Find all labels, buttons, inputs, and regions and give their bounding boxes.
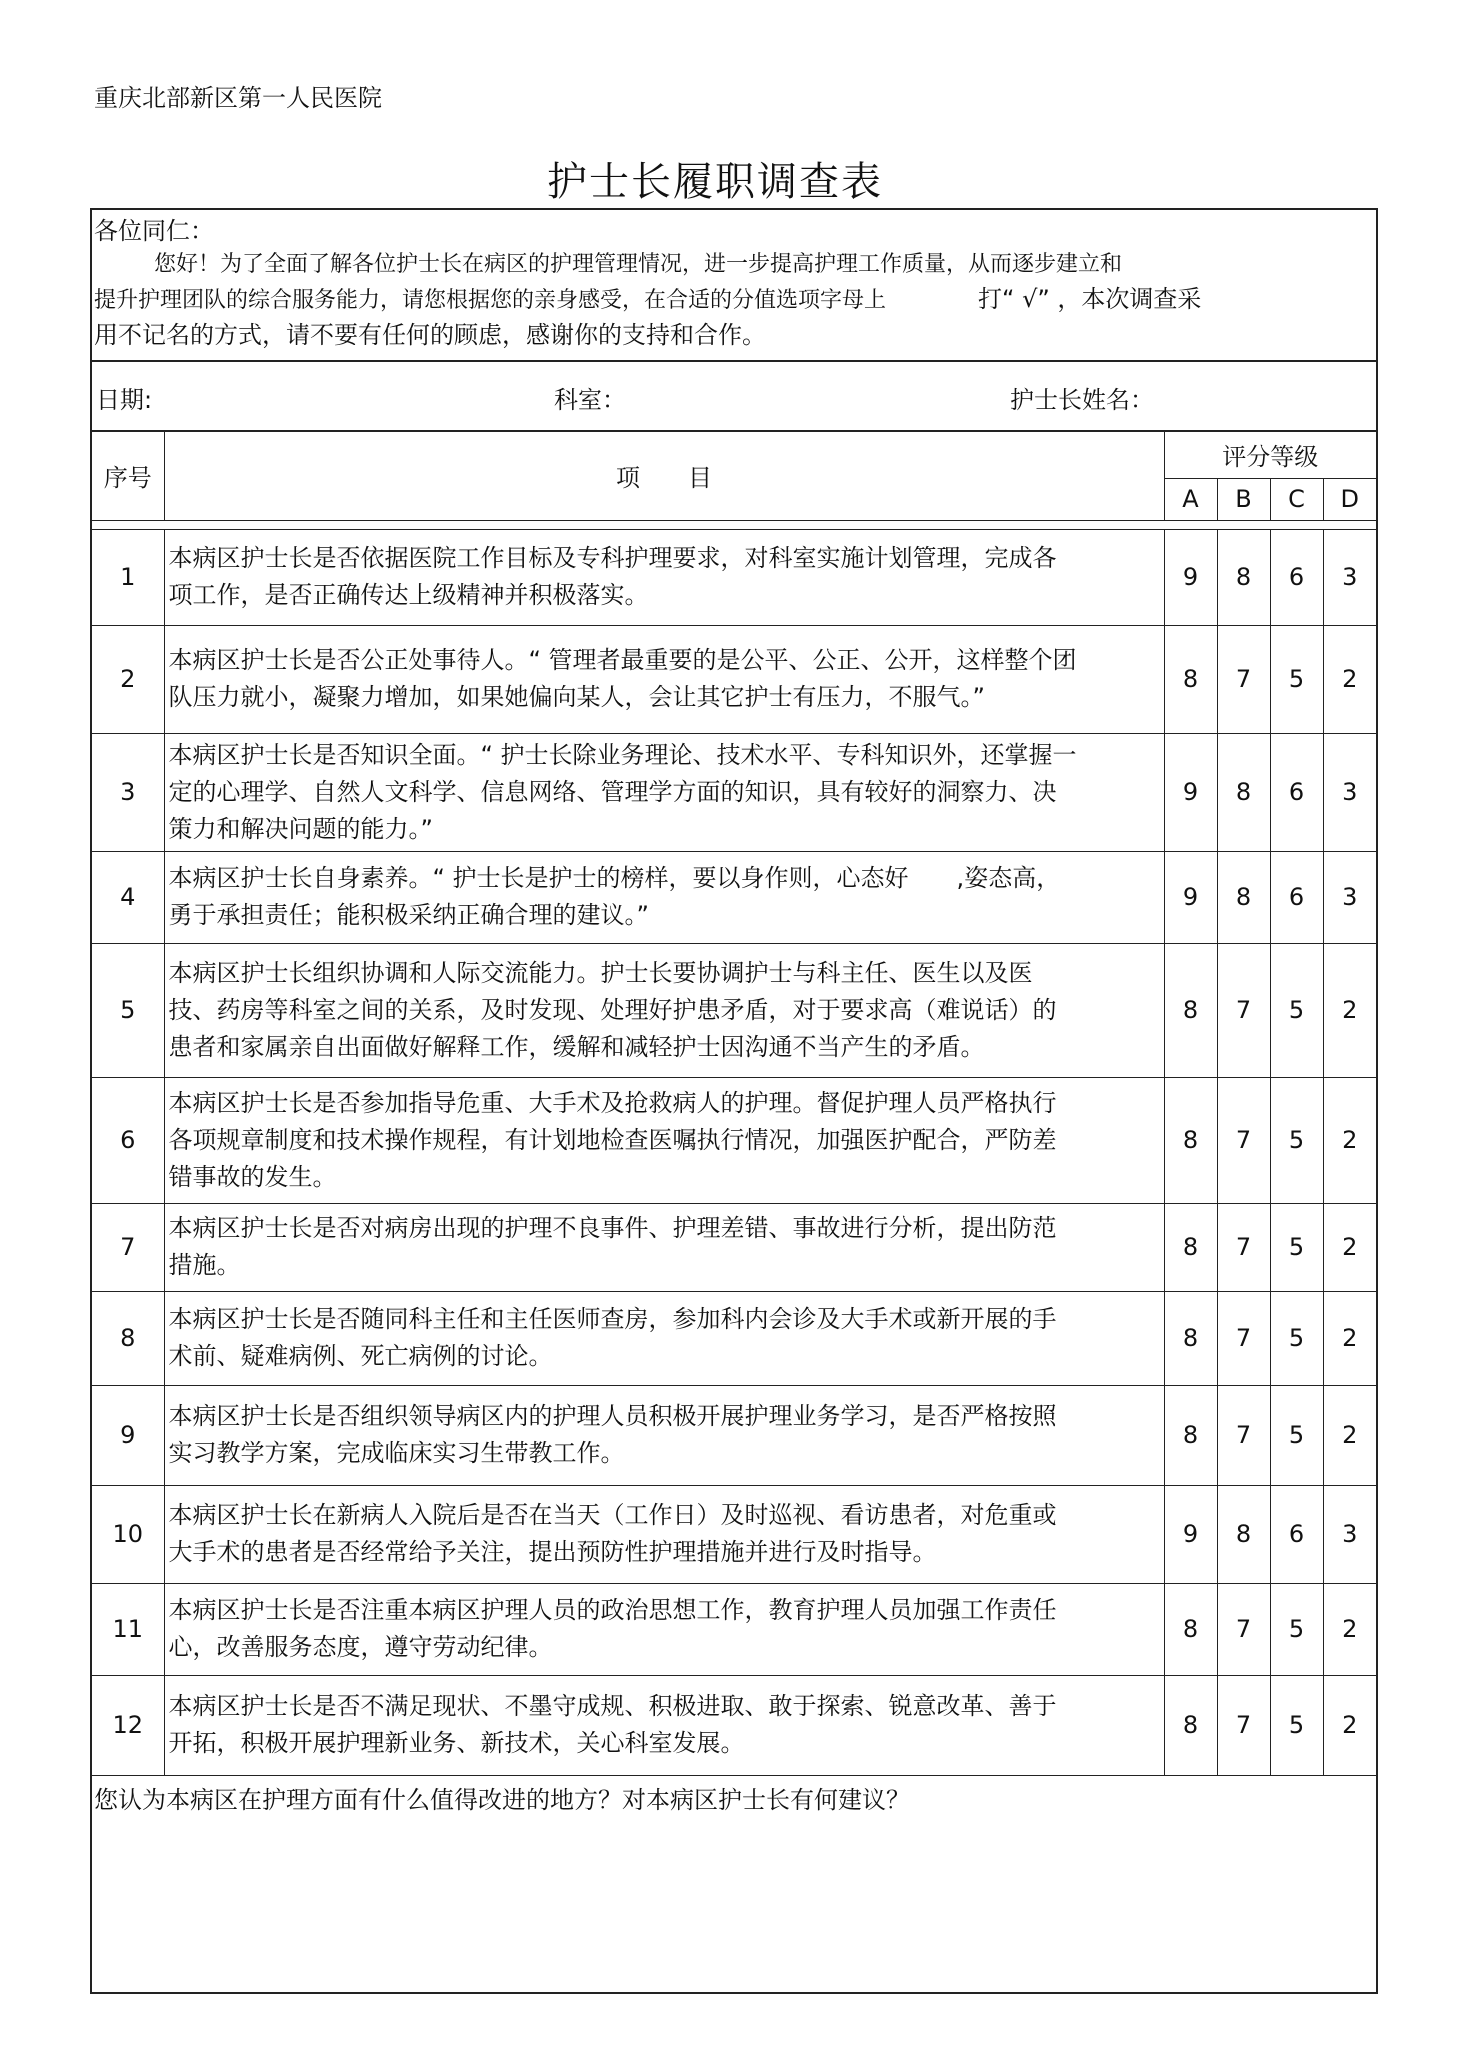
row-number: 6 [92,1077,164,1203]
row-item [164,1203,1164,1291]
row-item-text: 本病区护士长自身素养。“ 护士长是护士的榜样，要以身作则，心态好 ,姿态高，勇于承担责任；能积极采纳正确合理的建议。” [168,864,1061,929]
survey-form [90,208,1378,1994]
row-item [164,733,1164,851]
row-number: 4 [92,851,164,943]
score-d[interactable]: 3 [1323,851,1376,943]
table-row [92,625,1376,733]
table-row [92,1675,1376,1775]
feedback-question: 您认为本病区在护理方面有什么值得改进的地方？对本病区护士长有何建议？ [94,1786,910,1814]
table-row [92,733,1376,851]
row-number: 11 [92,1583,164,1675]
score-a[interactable]: 8 [1164,1675,1217,1775]
row-item [164,1291,1164,1385]
row-item-text: 本病区护士长是否注重本病区护理人员的政治思想工作，教育护理人员加强工作责任心，改善服务态度，遵守劳动纪律。 [168,1596,1057,1661]
score-b[interactable]: 8 [1217,1485,1270,1583]
grade-b-header: B [1217,478,1270,520]
score-a[interactable]: 8 [1164,1291,1217,1385]
row-number: 3 [92,733,164,851]
score-b[interactable]: 7 [1217,625,1270,733]
intro-section [92,210,1376,362]
row-item [164,1485,1164,1583]
header-grade: 评分等级 [1164,432,1376,478]
row-number: 9 [92,1385,164,1485]
row-item [164,625,1164,733]
row-item-text: 本病区护士长是否依据医院工作目标及专科护理要求，对科室实施计划管理，完成各项工作，是否正确传达上级精神并积极落实。 [168,544,1057,609]
score-c[interactable]: 5 [1270,625,1323,733]
row-item-text: 本病区护士长是否随同科主任和主任医师查房，参加科内会诊及大手术或新开展的手术前、疑难病例、死亡病例的讨论。 [168,1305,1057,1370]
intro-line-2-text: 提升护理团队的综合服务能力，请您根据您的亲身感受，在合适的分值选项字母上 [94,288,887,313]
score-c[interactable]: 5 [1270,943,1323,1077]
table-row [92,851,1376,943]
score-b[interactable]: 7 [1217,1583,1270,1675]
score-d[interactable]: 2 [1323,943,1376,1077]
score-d[interactable]: 3 [1323,529,1376,625]
score-c[interactable]: 5 [1270,1077,1323,1203]
score-c[interactable]: 6 [1270,733,1323,851]
score-b[interactable]: 7 [1217,1385,1270,1485]
score-a[interactable]: 8 [1164,1203,1217,1291]
row-number: 10 [92,1485,164,1583]
grade-d-header: D [1323,478,1376,520]
intro-line-1: 您好！为了全面了解各位护士长在病区的护理管理情况，进一步提高护理工作质量，从而逐步建立和 [154,252,1123,277]
intro-line-2-mark: 打“ √” ，本次调查采 [978,285,1202,313]
row-item [164,529,1164,625]
head-nurse-name-label: 护士长姓名： [1010,386,1154,414]
score-a[interactable]: 8 [1164,1385,1217,1485]
table-row [92,529,1376,625]
score-b[interactable]: 8 [1217,733,1270,851]
score-d[interactable]: 2 [1323,625,1376,733]
score-a[interactable]: 8 [1164,625,1217,733]
meta-row [92,362,1376,432]
score-a[interactable]: 8 [1164,1583,1217,1675]
score-a[interactable]: 8 [1164,1077,1217,1203]
score-a[interactable]: 9 [1164,529,1217,625]
table-row [92,1077,1376,1203]
score-c[interactable]: 5 [1270,1675,1323,1775]
score-d[interactable]: 2 [1323,1203,1376,1291]
table-row [92,943,1376,1077]
score-b[interactable]: 7 [1217,1291,1270,1385]
table-row [92,1485,1376,1583]
score-c[interactable]: 6 [1270,1485,1323,1583]
header-no: 序号 [92,432,164,520]
department-label: 科室： [554,386,626,414]
score-c[interactable]: 5 [1270,1583,1323,1675]
row-number: 5 [92,943,164,1077]
score-d[interactable]: 2 [1323,1291,1376,1385]
row-number: 1 [92,529,164,625]
score-d[interactable]: 3 [1323,733,1376,851]
row-item-text: 本病区护士长是否对病房出现的护理不良事件、护理差错、事故进行分析，提出防范措施。 [168,1214,1057,1279]
score-a[interactable]: 8 [1164,943,1217,1077]
score-c[interactable]: 6 [1270,529,1323,625]
row-number: 2 [92,625,164,733]
row-item-text: 本病区护士长是否知识全面。“ 护士长除业务理论、技术水平、专科知识外，还掌握一定的心理学、自然人文科学、信息网络、管理学方面的知识，具有较好的洞察力、决策力和解决问题的能力。” [168,740,1077,843]
row-item [164,1077,1164,1203]
table-row [92,1583,1376,1675]
score-b[interactable]: 8 [1217,851,1270,943]
score-b[interactable]: 7 [1217,1675,1270,1775]
score-d[interactable]: 2 [1323,1385,1376,1485]
evaluation-table [92,432,1376,1776]
row-item [164,1675,1164,1775]
row-item [164,1583,1164,1675]
score-d[interactable]: 2 [1323,1675,1376,1775]
grade-a-header: A [1164,478,1217,520]
row-number: 7 [92,1203,164,1291]
header-item: 项 目 [164,432,1164,520]
intro-greeting: 各位同仁： [94,217,214,245]
date-label: 日期: [96,386,153,414]
score-b[interactable]: 7 [1217,1077,1270,1203]
row-item-text: 本病区护士长是否组织领导病区内的护理人员积极开展护理业务学习，是否严格按照实习教学方案，完成临床实习生带教工作。 [168,1402,1057,1467]
score-b[interactable]: 8 [1217,529,1270,625]
score-d[interactable]: 2 [1323,1077,1376,1203]
table-row [92,1385,1376,1485]
row-number: 12 [92,1675,164,1775]
score-b[interactable]: 7 [1217,943,1270,1077]
row-item [164,851,1164,943]
score-a[interactable]: 9 [1164,851,1217,943]
table-row [92,1203,1376,1291]
score-c[interactable]: 6 [1270,851,1323,943]
score-a[interactable]: 9 [1164,1485,1217,1583]
score-c[interactable]: 5 [1270,1203,1323,1291]
grade-c-header: C [1270,478,1323,520]
row-item-text: 本病区护士长是否公正处事待人。“ 管理者最重要的是公平、公正、公开，这样整个团队压力就小，凝聚力增加，如果她偏向某人，会让其它护士有压力，不服气。” [168,646,1077,711]
score-d[interactable]: 2 [1323,1583,1376,1675]
intro-line-2 [94,282,1374,318]
score-a[interactable]: 9 [1164,733,1217,851]
page-title: 护士长履职调查表 [547,159,883,205]
score-c[interactable]: 5 [1270,1385,1323,1485]
row-item [164,1385,1164,1485]
score-d[interactable]: 3 [1323,1485,1376,1583]
row-item [164,943,1164,1077]
row-item-text: 本病区护士长组织协调和人际交流能力。护士长要协调护士与科主任、医生以及医技、药房等科室之间的关系，及时发现、处理好护患矛盾，对于要求高（难说话）的患者和家属亲自出面做好解释工作，缓解和减轻护士因沟通不当产生的矛盾。 [168,958,1057,1061]
hospital-name: 重庆北部新区第一人民医院 [94,84,382,112]
row-number: 8 [92,1291,164,1385]
row-item-text: 本病区护士长是否不满足现状、不墨守成规、积极进取、敢于探索、锐意改革、善于开拓，积极开展护理新业务、新技术，关心科室发展。 [168,1692,1057,1757]
row-item-text: 本病区护士长是否参加指导危重、大手术及抢救病人的护理。督促护理人员严格执行各项规章制度和技术操作规程，有计划地检查医嘱执行情况，加强医护配合，严防差错事故的发生。 [168,1088,1057,1191]
score-b[interactable]: 7 [1217,1203,1270,1291]
table-row [92,1291,1376,1385]
score-c[interactable]: 5 [1270,1291,1323,1385]
row-item-text: 本病区护士长在新病人入院后是否在当天（工作日）及时巡视、看访患者，对危重或大手术的患者是否经常给予关注，提出预防性护理措施并进行及时指导。 [168,1501,1057,1566]
intro-line-3: 用不记名的方式，请不要有任何的顾虑，感谢你的支持和合作。 [94,321,766,349]
